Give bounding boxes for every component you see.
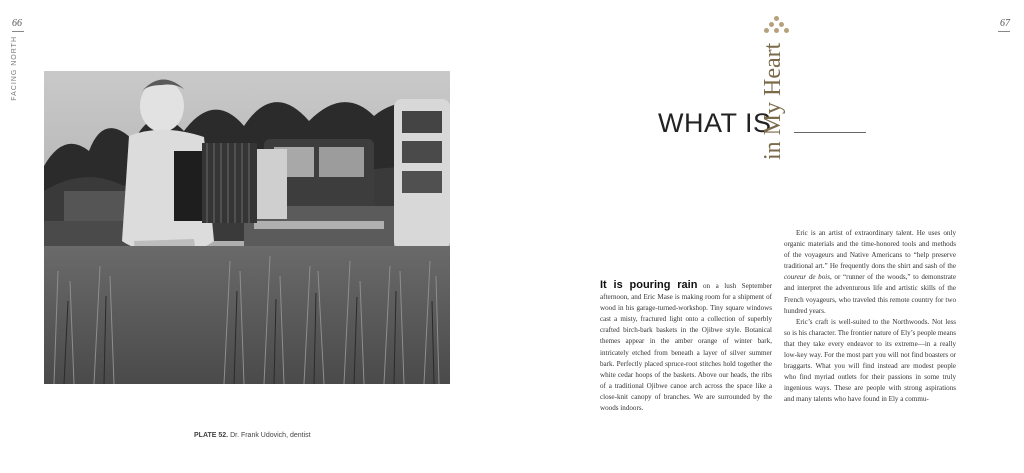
accordion-player-photo [44,71,450,384]
column2-paragraph-2: Eric’s craft is well-suited to the Northwoods. Not less so is his character. The frontier nature of Ely’s people means that they take every endeavor to its extreme—in a really low-key way. For the most part you will not find boasters or braggarts. What you will find instead are modest people who find myriad outlets for their passions in some truly ingenious ways. These are people with strong aspirations and many talents who have found in Ely a commu- [784,317,956,404]
column2-p1-part-b: , or “runner of the woods,” to demonstrate and interpret the adventurous life and artistic skills of the French voyageurs, who traveled this remote country for two hundred years. [784,273,957,315]
caption-text: Dr. Frank Udovich, dentist [230,432,311,439]
right-page-number-rule [998,31,1010,32]
left-page-number-rule [12,31,24,32]
column2-p1-part-a: Eric is an artist of extraordinary talent. He uses only organic materials and the time-honored tools and methods of the voyageurs and Native Americans to “help preserve traditional art.” He frequently dons the shirt and sash of the [784,229,956,271]
running-head: FACING NORTH [11,36,18,101]
right-page-number: 67 [1000,18,1010,29]
column2-p1-emphasis: coureur de bois [784,273,830,282]
photo-caption [194,432,311,439]
chapter-title-line1: WHAT IS [658,108,772,138]
column1-body: on a lush September afternoon, and Eric Mase is making room for a shipment of wood in his garage-turned-workshop. Tiny square windows cast a misty, fractured light onto a collection of superbly crafted birch-bark baskets in the Ojibwe style. Botanical themes appear in the amber orange of winter bark, intricately etched from beneath a layer of silver summer bark. Perfectly placed spruce-root stitches hold together the white cedar hoops of the baskets. Above our heads, the ribs of a traditional Ojibwe canoe arch across the space like a close-knit canopy of branches. We are surrounded by the woods indoors. [600,282,772,413]
chapter-title-line2: in My Heart [760,42,786,160]
title-rule [794,132,866,133]
left-page-number: 66 [12,18,22,29]
body-column-1 [600,280,772,414]
lead-in-text: It is pouring rain [600,279,698,291]
diamond-dots-ornament-icon [764,16,790,36]
body-column-2 [784,228,956,406]
caption-plate-label: PLATE 52. [194,432,229,439]
column2-paragraph-1 [784,228,956,317]
